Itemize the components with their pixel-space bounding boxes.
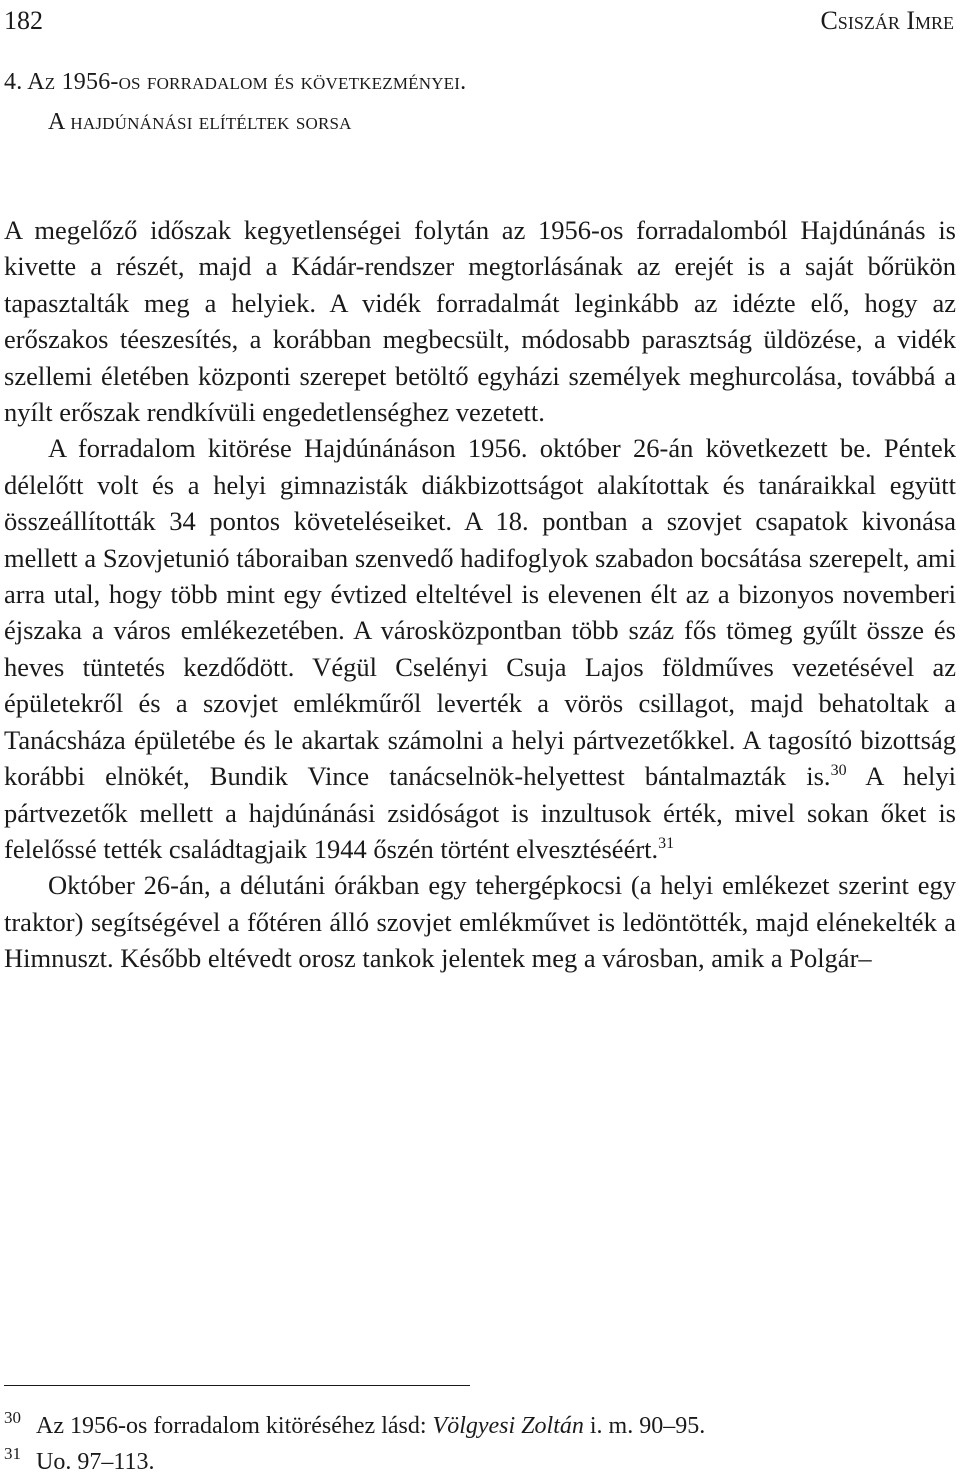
footnote-31	[4, 1444, 956, 1480]
footnote-separator	[4, 1385, 470, 1386]
section-heading-line-2: A hajdúnánási elítéltek sorsa	[48, 109, 352, 135]
footnote-author-italic: Völgyesi Zoltán	[432, 1413, 584, 1439]
running-author: Csiszár Imre	[820, 6, 954, 35]
running-header	[4, 4, 954, 38]
paragraph-2-text-b: A helyi pártvezetők mellett a hajdúnánási zsidóságot is inzultusok érték, mivel sokan őket is felelőssé tették családtagjaik 1944 őszén történt elvesztéséért.	[4, 761, 957, 864]
footnotes	[4, 1408, 956, 1480]
footnote-30	[4, 1408, 956, 1444]
footnote-ref-30[interactable]: 30	[830, 762, 847, 780]
paragraph-2-text-a: A forradalom kitörése Hajdúnánáson 1956. október 26-án következett be. Péntek délelőtt volt és a helyi gimnazisták diákbizottságot alakítottak és tanáraikkal együtt összeállították 34 pontos követeléseiket. A 18. pontban a szovjet csapatok kivonása mellett a Szovjetunió táboraiban szenvedő hadifoglyok szabadon bocsátása szerepelt, ami arra utal, hogy több mint egy évtized elteltével is elevenen élt az a bizonyos novemberi éjszaka a város emlékezetében. A városközpontban több száz fős tömeg gyűlt össze és heves tüntetés kezdődött. Végül Cselényi Csuja Lajos földműves vezetésével az épületekről és a szovjet emlékműről leverték a vörös csillagot, majd behatoltak a Tanácsháza épületébe és le akartak számolni a helyi pártvezetőkkel. A tagosító bizottság korábbi elnökét, Bundik Vince tanácselnök-helyettest bántalmazták is.	[4, 433, 956, 792]
paragraph-3: Október 26-án, a délutáni órákban egy tehergépkocsi (a helyi emlékezet szerint egy traktor) segítségével a főtéren álló szovjet emlékművet is ledöntötték, majd elénekelték a Himnuszt. Később eltévedt orosz tankok jelentek meg a városban, amik a Polgár–	[4, 870, 956, 974]
paragraph-2	[4, 430, 956, 867]
footnote-number: 30	[4, 1408, 21, 1427]
footnote-number: 31	[4, 1444, 21, 1463]
body-text	[4, 212, 956, 977]
section-heading-line-1: 4. Az 1956-os forradalom és következményei.	[4, 69, 467, 95]
paragraph-1: A megelőző időszak kegyetlenségei folytán az 1956-os forradalomból Hajdúnánás is kivette a részét, majd a Kádár-rendszer megtorlásának az erejét is a saját bőrükön tapasztalták meg a helyiek. A vidék forradalmát leginkább az idézte elő, hogy az erőszakos téeszesítés, a korábban megbecsült, módosabb parasztság üldözése, a vidék szellemi életében központi szerepet betöltő egyházi személyek meghurcolása, továbbá a nyílt erőszak rendkívüli engedetlenséghez vezetett.	[4, 215, 956, 428]
footnote-ref-31[interactable]: 31	[658, 835, 675, 853]
page-number: 182	[4, 6, 43, 35]
footnote-text-after: i. m. 90–95.	[583, 1413, 706, 1439]
footnote-text: Az 1956-os forradalom kitöréséhez lásd:	[36, 1413, 433, 1439]
footnote-text: Uo. 97–113.	[36, 1449, 155, 1475]
section-heading	[4, 62, 904, 142]
